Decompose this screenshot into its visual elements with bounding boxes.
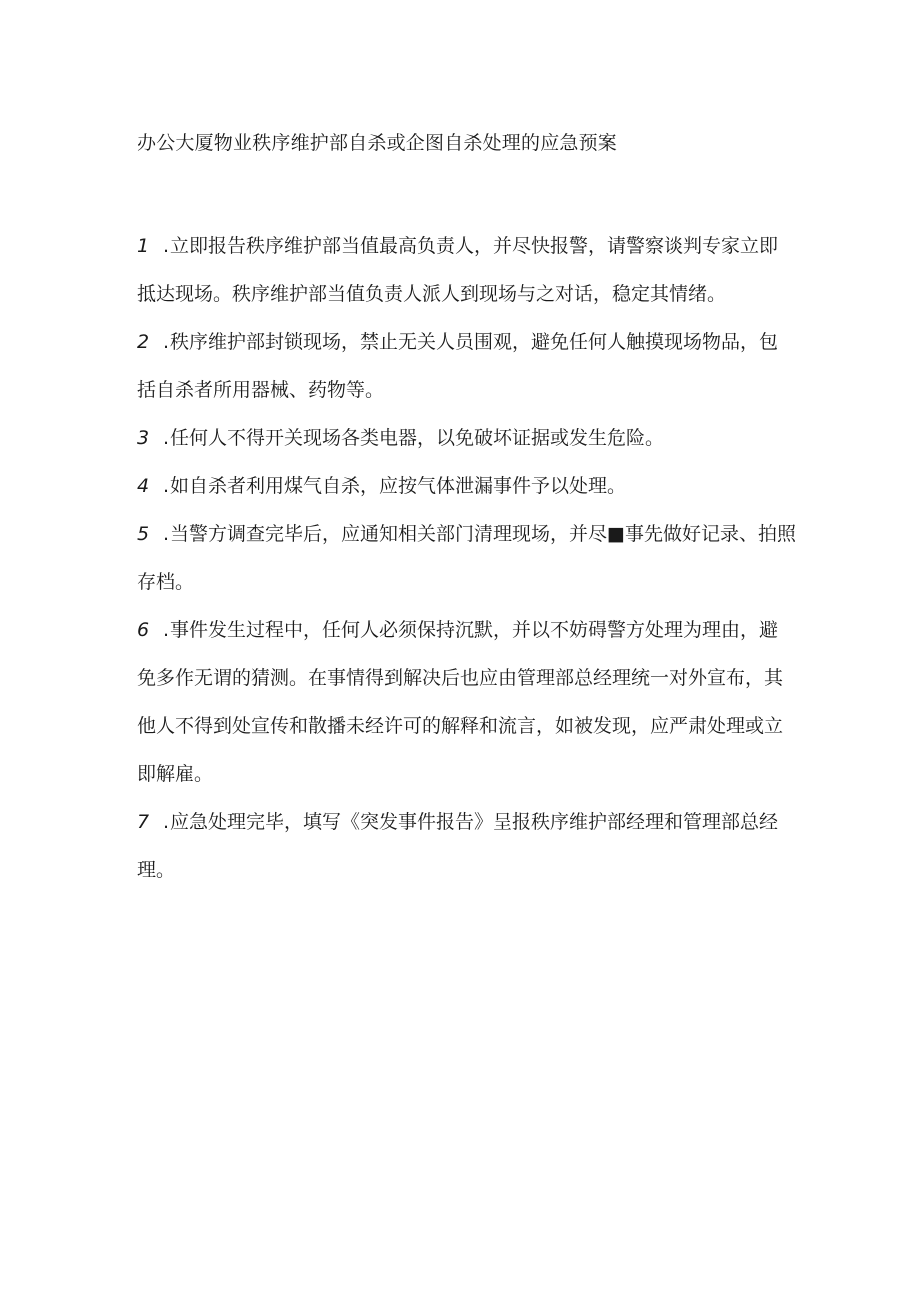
item-number: 1 — [137, 235, 150, 257]
item-separator: . — [163, 811, 170, 833]
list-item — [137, 462, 797, 510]
list-item — [137, 318, 797, 414]
item-separator: . — [163, 235, 170, 257]
item-text: 任何人不得开关现场各类电器，以免破坏证据或发生危险。 — [170, 427, 665, 449]
item-separator: . — [163, 331, 170, 353]
list-item — [137, 510, 797, 606]
item-text: 如自杀者利用煤气自杀，应按气体泄漏事件予以处理。 — [170, 475, 627, 497]
list-item — [137, 798, 797, 894]
list-item — [137, 222, 797, 318]
item-text: 应急处理完毕，填写《突发事件报告》呈报秩序维护部经理和管理部总经理。 — [137, 811, 779, 881]
document-title: 办公大厦物业秩序维护部自杀或企图自杀处理的应急预案 — [137, 132, 618, 154]
item-number: 4 — [137, 475, 150, 497]
item-separator: . — [163, 523, 170, 545]
item-number: 2 — [137, 331, 150, 353]
item-separator: . — [163, 619, 170, 641]
item-number: 3 — [137, 427, 150, 449]
item-text: 当警方调查完毕后，应通知相关部门清理现场，并尽■事先做好记录、拍照存档。 — [137, 523, 797, 593]
procedure-list — [137, 222, 797, 894]
item-number: 7 — [137, 811, 150, 833]
item-number: 6 — [137, 619, 150, 641]
item-text: 秩序维护部封锁现场，禁止无关人员围观，避免任何人触摸现场物品，包括自杀者所用器械、药物等。 — [137, 331, 779, 401]
list-item — [137, 606, 797, 798]
item-number: 5 — [137, 523, 150, 545]
item-text: 立即报告秩序维护部当值最高负责人，并尽快报警，请警察谈判专家立即抵达现场。秩序维护部当值负责人派人到现场与之对话，稳定其情绪。 — [137, 235, 779, 305]
item-separator: . — [163, 427, 170, 449]
item-separator: . — [163, 475, 170, 497]
list-item — [137, 414, 797, 462]
item-text: 事件发生过程中，任何人必须保持沉默，并以不妨碍警方处理为理由，避免多作无谓的猜测。在事情得到解决后也应由管理部总经理统一对外宣布，其他人不得到处宣传和散播未经许可的解释和流言，如被发现，应严肃处理或立即解雇。 — [137, 619, 784, 785]
